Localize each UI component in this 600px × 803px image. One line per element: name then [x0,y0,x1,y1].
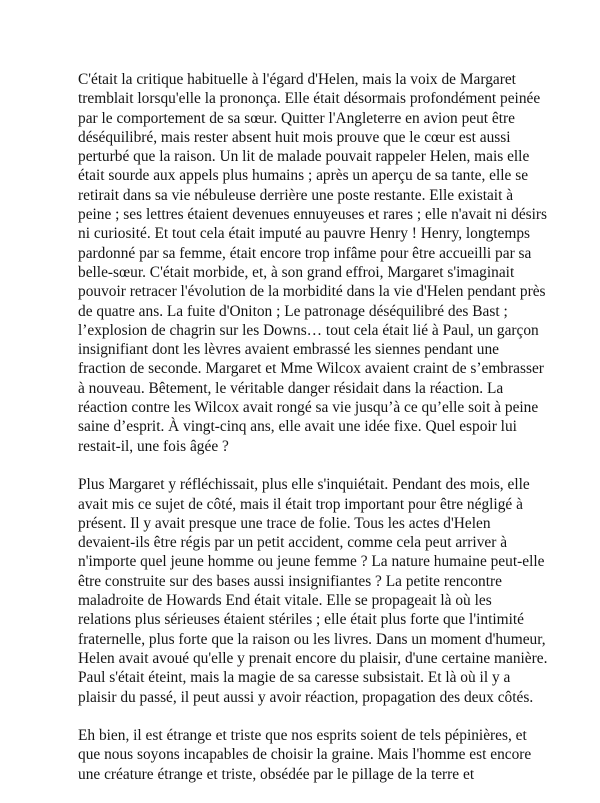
text-line: avait mis ce sujet de côté, mais il était trop important pour être négligé à [78,495,523,513]
text-line: l’explosion de chagrin sur les Downs… tout cela était lié à Paul, un garçon [78,321,539,339]
text-line: à nouveau. Bêtement, le véritable danger résidait dans la réaction. La [78,379,504,397]
text-line: retirait dans sa vie nébuleuse derrière une poste restante. Elle existait à [78,186,514,204]
text-line: perturbé que la raison. Un lit de malade pouvait rappeler Helen, mais elle [78,148,530,166]
text-line: Plus Margaret y réfléchissait, plus elle s'inquiétait. Pendant des mois, elle [78,476,530,494]
text-line: être construite sur des bases aussi insignifiantes ? La petite rencontre [78,572,502,590]
document-page [78,70,548,803]
text-line: une créature étrange et triste, obsédée par le pillage de la terre et [78,765,475,783]
text-line: réaction contre les Wilcox avait rongé sa vie jusqu’à ce qu’elle soit à peine [78,399,539,417]
text-line: restait-il, une fois âgée ? [78,437,229,455]
paragraph-3 [78,726,530,784]
text-line: relations plus sérieuses étaient stériles ; elle était plus forte que l'intimité [78,611,524,629]
text-line: Paul s'était éteint, mais la magie de sa caresse subsistait. Et là où il y a [78,669,511,687]
text-line: C'était la critique habituelle à l'égard d'Helen, mais la voix de Margaret [78,71,516,88]
text-line: de quatre ans. La fuite d'Oniton ; Le patronage déséquilibré des Bast ; [78,302,508,320]
text-line: pardonné par sa femme, était encore trop infâme pour être accueilli par sa [78,244,532,262]
text-line: tremblait lorsqu'elle la prononça. Elle était désormais profondément peinée [78,90,541,108]
text-line: par le comportement de sa sœur. Quitter l'Angleterre en avion peut être [78,109,515,127]
text-line: Eh bien, il est étrange et triste que nos esprits soient de tels pépinières, et [78,727,527,745]
paragraph-2 [78,475,548,707]
paragraph-1 [78,70,548,456]
text-line: que nous soyons incapables de choisir la graine. Mais l'homme est encore [78,746,532,764]
text-line: devaient-ils être régis par un petit accident, comme cela peut arriver à [78,534,508,552]
text-line: belle-sœur. C'était morbide, et, à son grand effroi, Margaret s'imaginait [78,263,515,281]
text-line: peine ; ses lettres étaient devenues ennuyeuses et rares ; elle n'avait ni désirs [78,206,548,224]
text-line: plaisir du passé, il peut aussi y avoir réaction, propagation des deux côtés. [78,688,534,706]
text-line: fraction de seconde. Margaret et Mme Wilcox avaient craint de s’embrasser [78,360,544,378]
text-line: ni curiosité. Et tout cela était imputé au pauvre Henry ! Henry, longtemps [78,225,531,243]
text-line: fraternelle, plus forte que la raison ou les livres. Dans un moment d'humeur, [78,630,546,648]
text-line: insignifiant dont les lèvres avaient embrassé les siennes pendant une [78,341,499,359]
text-line: Helen avait avoué qu'elle y prenait encore du plaisir, d'une certaine manière. [78,649,548,667]
text-line: était sourde aux appels plus humains ; après un aperçu de sa tante, elle se [78,167,529,185]
text-line: saine d’esprit. À vingt-cinq ans, elle avait une idée fixe. Quel espoir lui [78,418,517,436]
text-line: n'importe quel jeune homme ou jeune femme ? La nature humaine peut-elle [78,553,545,571]
text-line: présent. Il y avait presque une trace de folie. Tous les actes d'Helen [78,514,491,532]
text-line: pouvoir retracer l'évolution de la morbidité dans la vie d'Helen pendant près [78,283,546,301]
text-line: maladroite de Howards End était vitale. Elle se propageait là où les [78,592,492,610]
text-line: déséquilibré, mais rester absent huit mois prouve que le cœur est aussi [78,128,511,146]
